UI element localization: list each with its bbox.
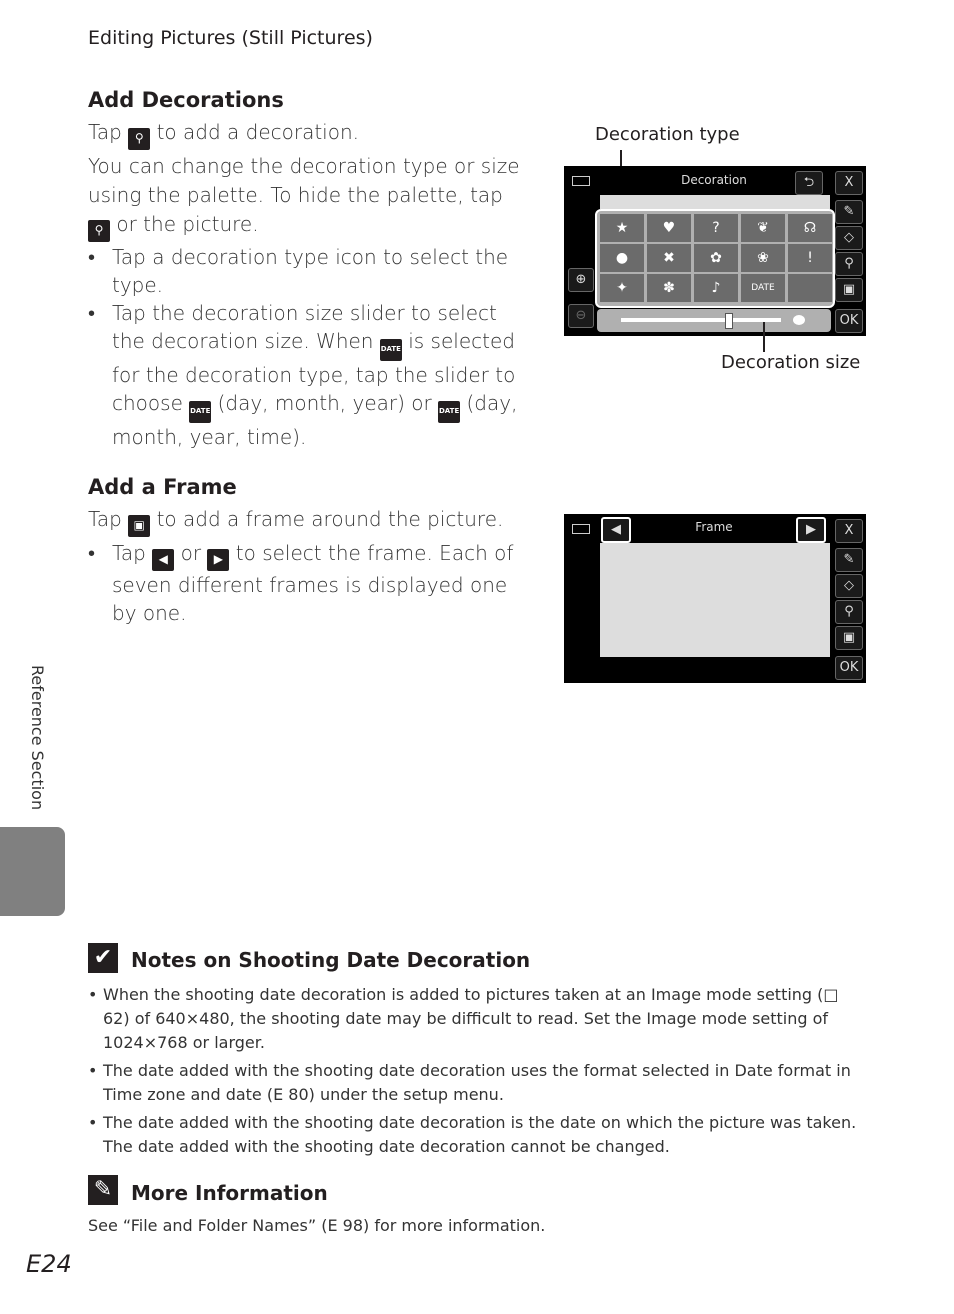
picture-area [600,543,830,657]
side-tab-label: Reference Section [28,665,47,811]
notes-list [88,983,868,1163]
eraser-button[interactable]: ◇ [835,226,863,250]
more-info-text: See “File and Folder Names” (E 98) for more information. [88,1216,546,1235]
decoration-empty [788,274,832,302]
label-decoration-type: Decoration type [595,124,740,145]
frame-bullets [88,539,528,627]
date-icon: DATE [380,339,402,361]
decoration-star[interactable]: ★ [600,214,644,242]
date-time-icon: DATE [438,401,460,423]
size-slider-thumb[interactable] [725,313,733,329]
eraser-button[interactable]: ◇ [835,574,863,598]
battery-icon [572,524,590,534]
decoration-question[interactable]: ? [694,214,738,242]
frame-icon: ▣ [128,515,150,537]
draw-button[interactable]: ✎ [835,200,863,224]
decoration-heart[interactable]: ♥ [647,214,691,242]
decoration-drop[interactable]: ● [600,244,644,272]
list-item: • Tap the decoration size slider to select the decoration size. When DATE is selected for the decoration type, tap the slider to choose DATE (day, month, year) or DATE (day, month, year, time). [88,299,533,451]
battery-icon [572,176,590,186]
zoom-in-button[interactable]: ⊕ [568,268,594,292]
frame-button[interactable]: ▣ [835,626,863,650]
ok-button[interactable]: OK [835,656,863,680]
zoom-out-button[interactable]: ⊖ [568,304,594,328]
decoration-tap-line: Tap ⚲ to add a decoration. [88,118,359,150]
list-item: • The date added with the shooting date decoration is the date on which the picture was taken. The date added with the shooting date decoration cannot be changed. [88,1111,868,1159]
decoration-flower[interactable]: ✿ [694,244,738,272]
pencil-icon: ✎ [88,1175,118,1205]
decoration-button[interactable]: ⚲ [835,600,863,624]
decoration-note[interactable]: ♪ [694,274,738,302]
decoration-ribbon[interactable]: ❀ [741,244,785,272]
notes-title: Notes on Shooting Date Decoration [131,948,531,972]
list-item: • Tap ◀ or ▶ to select the frame. Each of seven different frames is displayed one by one. [88,539,528,627]
size-slider-track[interactable] [621,318,781,322]
right-arrow-icon: ▶ [207,549,229,571]
picture-area [600,195,830,209]
previous-frame-button[interactable]: ◀ [601,517,631,543]
callout-line [763,322,765,352]
side-tab [0,827,65,916]
ok-button[interactable]: OK [835,309,863,333]
decoration-exclamation[interactable]: ! [788,244,832,272]
list-item: • Tap a decoration type icon to select the type. [88,243,533,299]
decoration-sparkle[interactable]: ✦ [600,274,644,302]
draw-button[interactable]: ✎ [835,548,863,572]
more-info-title: More Information [131,1181,328,1205]
close-button[interactable]: X [835,171,863,195]
decoration-date[interactable]: DATE [741,274,785,302]
decoration-screen [564,166,866,336]
left-arrow-icon: ◀ [152,549,174,571]
decoration-palette [595,209,835,308]
screen-title: Frame [695,520,733,534]
decoration-description: You can change the decoration type or size using the palette. To hide the palette, tap ⚲ or the picture. [88,152,528,242]
decoration-butterfly[interactable]: ✖ [647,244,691,272]
list-item: • The date added with the shooting date decoration uses the format selected in Date format in Time zone and date (E 80) under the setup menu. [88,1059,868,1107]
page-header: Editing Pictures (Still Pictures) [88,27,373,49]
close-button[interactable]: X [835,519,863,543]
screen-title: Decoration [681,173,747,187]
decoration-bullets [88,243,533,451]
next-frame-button[interactable]: ▶ [796,517,826,543]
decoration-headphones[interactable]: ☊ [788,214,832,242]
frame-screen [564,514,866,683]
decoration-blossom[interactable]: ✽ [647,274,691,302]
date-icon: DATE [189,401,211,423]
stamp-icon: ⚲ [88,220,110,242]
decoration-leaf[interactable]: ❦ [741,214,785,242]
label-decoration-size: Decoration size [721,352,861,373]
section-heading-decorations: Add Decorations [88,88,284,112]
list-item: • When the shooting date decoration is added to pictures taken at an Image mode setting (□ 62) of 640×480, the shooting date may be difficult to read. Set the Image mode setting of 1024×768 or larger. [88,983,868,1055]
size-slider-panel [597,309,831,332]
large-size-dot [793,315,805,325]
back-button[interactable]: ⮌ [795,171,823,195]
frame-tap-line: Tap ▣ to add a frame around the picture. [88,505,503,537]
check-icon: ✔ [88,943,118,973]
section-heading-frame: Add a Frame [88,475,237,499]
stamp-icon: ⚲ [128,128,150,150]
frame-button[interactable]: ▣ [835,278,863,302]
decoration-button[interactable]: ⚲ [835,252,863,276]
page-number: E24 [26,1250,72,1278]
